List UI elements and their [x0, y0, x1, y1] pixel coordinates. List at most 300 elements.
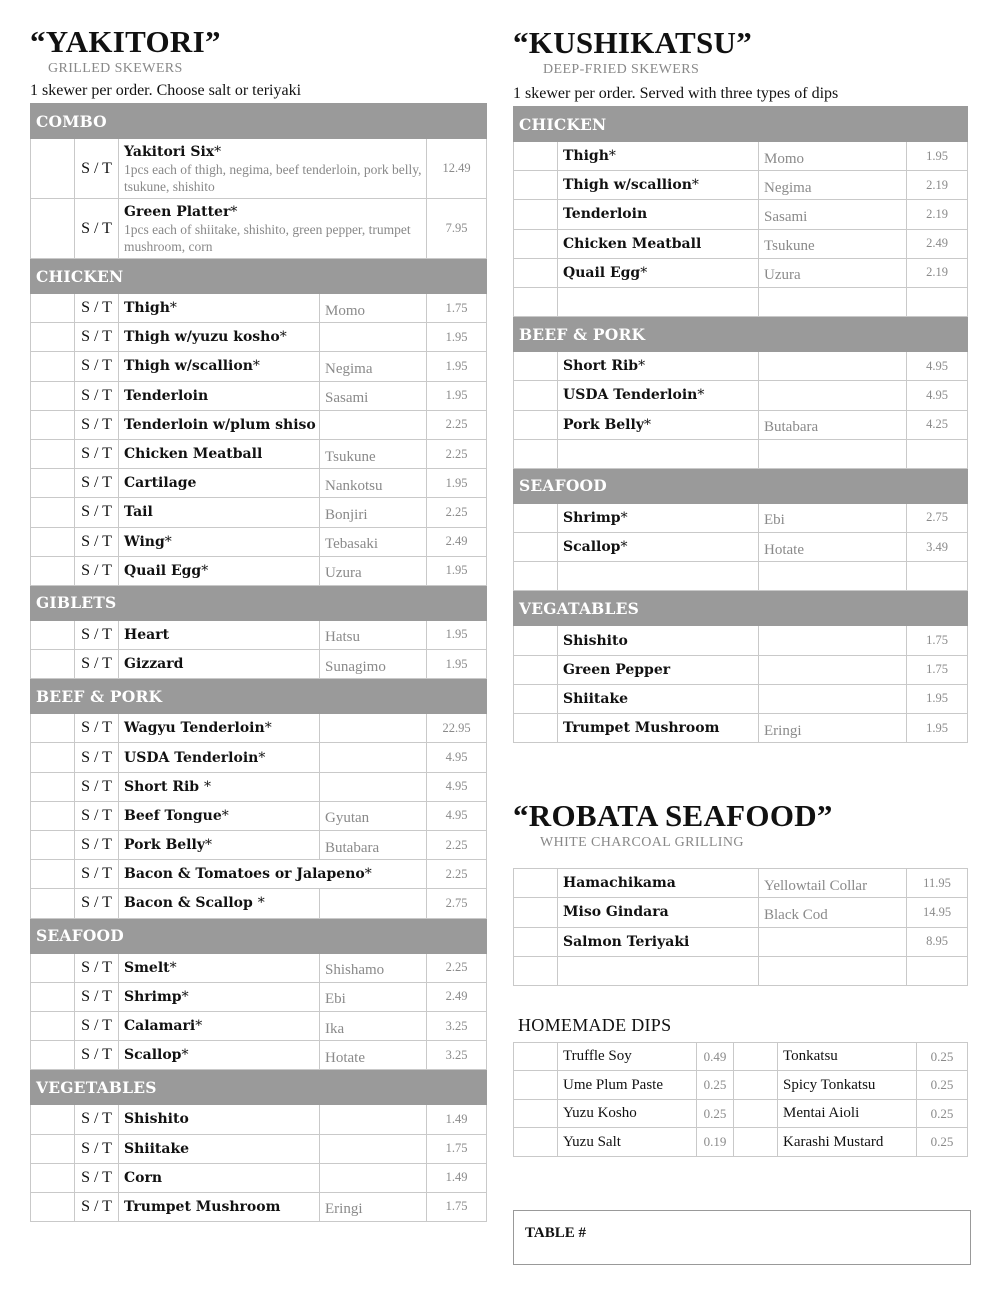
item-asterisk: *	[181, 1047, 189, 1064]
menu-item-row	[31, 498, 487, 527]
salt-teriyaki-choice: S / T	[75, 620, 119, 649]
dip-row	[514, 1099, 968, 1128]
menu-item-row	[31, 1041, 487, 1070]
order-qty-cell	[31, 469, 75, 498]
japanese-name: Tsukune	[320, 439, 427, 468]
item-name: Thigh	[563, 148, 609, 165]
order-qty-cell	[31, 620, 75, 649]
blank-cell	[514, 956, 558, 985]
item-asterisk: *	[203, 778, 211, 795]
item-price: 4.95	[907, 381, 968, 410]
japanese-name: Gyutan	[320, 801, 427, 830]
order-qty-cell	[514, 410, 558, 439]
menu-item-row	[31, 527, 487, 556]
item-name: Wagyu Tenderloin	[124, 720, 265, 737]
item-name-cell	[119, 498, 320, 527]
table-number-box[interactable]	[513, 1210, 971, 1265]
item-name-cell	[119, 650, 320, 679]
dip-name: Tonkatsu	[778, 1042, 917, 1071]
blank-cell	[558, 439, 759, 468]
item-name: Cartilage	[124, 475, 197, 492]
category-header	[31, 585, 487, 620]
kushikatsu-title: “KUSHIKATSU”	[513, 25, 753, 60]
kushikatsu-note: 1 skewer per order. Served with three types of dips	[513, 85, 839, 102]
item-name-cell	[119, 1011, 320, 1040]
item-name-cell	[119, 1163, 320, 1192]
japanese-name: Hotate	[759, 533, 907, 562]
item-name-cell	[119, 620, 320, 649]
order-qty-cell	[31, 1105, 75, 1134]
salt-teriyaki-choice: S / T	[75, 381, 119, 410]
menu-item-row	[31, 352, 487, 381]
menu-item-row	[31, 889, 487, 918]
item-name: Gizzard	[124, 656, 184, 673]
item-name: Trumpet Mushroom	[563, 720, 720, 737]
menu-item-row	[31, 650, 487, 679]
item-name-cell	[119, 714, 320, 743]
item-price: 8.95	[907, 927, 968, 956]
menu-item-row	[514, 503, 968, 532]
salt-teriyaki-choice: S / T	[75, 982, 119, 1011]
item-name: USDA Tenderloin	[563, 387, 698, 404]
item-price: 2.25	[427, 410, 487, 439]
category-header	[514, 107, 968, 142]
japanese-name: Negima	[320, 352, 427, 381]
order-qty-cell	[514, 684, 558, 713]
item-name-cell	[558, 533, 759, 562]
menu-item-row	[31, 714, 487, 743]
item-name: Thigh	[124, 300, 170, 317]
item-name: Calamari	[124, 1018, 196, 1035]
order-qty-cell	[31, 439, 75, 468]
blank-cell	[907, 287, 968, 316]
salt-teriyaki-choice: S / T	[75, 352, 119, 381]
item-asterisk: *	[620, 539, 628, 556]
order-qty-cell	[31, 650, 75, 679]
salt-teriyaki-choice: S / T	[75, 1011, 119, 1040]
item-name-cell	[558, 684, 759, 713]
item-name-cell	[558, 200, 759, 229]
kushikatsu-table	[513, 106, 968, 743]
item-name: Bacon & Tomatoes or Jalapeno	[124, 866, 365, 883]
dip-row	[514, 1071, 968, 1100]
item-price: 1.75	[907, 655, 968, 684]
item-asterisk: *	[195, 1018, 203, 1035]
japanese-name	[759, 381, 907, 410]
item-name: Corn	[124, 1169, 163, 1186]
item-name: Salmon Teriyaki	[558, 927, 759, 956]
item-price: 2.25	[427, 860, 487, 889]
item-asterisk: *	[691, 177, 699, 194]
item-asterisk: *	[279, 329, 287, 346]
dip-name: Truffle Soy	[558, 1042, 697, 1071]
item-price: 2.19	[907, 200, 968, 229]
category-label: BEEF & PORK	[514, 317, 968, 352]
japanese-name	[759, 626, 907, 655]
blank-row	[514, 956, 968, 985]
item-name-cell	[119, 1041, 320, 1070]
order-qty-cell	[31, 498, 75, 527]
item-asterisk: *	[221, 807, 229, 824]
item-price: 1.95	[427, 650, 487, 679]
order-qty-cell	[31, 1163, 75, 1192]
dip-price: 0.49	[697, 1042, 734, 1071]
order-qty-cell	[31, 982, 75, 1011]
menu-item-row	[514, 229, 968, 258]
order-qty-cell	[31, 323, 75, 352]
menu-item-row	[31, 982, 487, 1011]
salt-teriyaki-choice: S / T	[75, 1134, 119, 1163]
item-name: Tenderloin	[124, 387, 209, 404]
item-name: Thigh w/scallion	[563, 177, 692, 194]
item-name: Short Rib	[124, 778, 204, 795]
japanese-name	[320, 410, 427, 439]
item-price: 1.95	[907, 142, 968, 171]
menu-item-row	[514, 626, 968, 655]
robata-subtitle: WHITE CHARCOAL GRILLING	[540, 835, 744, 851]
menu-item-row	[514, 684, 968, 713]
order-qty-cell	[514, 898, 558, 927]
item-name-cell	[119, 381, 320, 410]
item-price: 1.75	[427, 1134, 487, 1163]
blank-cell	[514, 562, 558, 591]
item-price: 2.25	[427, 953, 487, 982]
salt-teriyaki-choice: S / T	[75, 889, 119, 918]
menu-item-row	[31, 1105, 487, 1134]
japanese-name: Tebasaki	[320, 527, 427, 556]
japanese-name: Momo	[320, 294, 427, 323]
salt-teriyaki-choice: S / T	[75, 323, 119, 352]
item-name: Short Rib	[563, 358, 639, 375]
order-qty-cell	[31, 294, 75, 323]
menu-item-row	[514, 200, 968, 229]
item-asterisk: *	[697, 387, 705, 404]
item-name-cell	[558, 714, 759, 743]
category-label: CHICKEN	[31, 259, 487, 294]
item-price: 4.95	[427, 772, 487, 801]
menu-item-row	[31, 860, 487, 889]
category-label: COMBO	[31, 104, 487, 139]
salt-teriyaki-choice: S / T	[75, 953, 119, 982]
combo-row	[31, 199, 487, 259]
order-qty-cell	[31, 1041, 75, 1070]
japanese-name: Hotate	[320, 1041, 427, 1070]
item-price: 4.95	[907, 352, 968, 381]
order-qty-cell	[31, 556, 75, 585]
item-price: 1.95	[907, 714, 968, 743]
japanese-name: Sasami	[320, 381, 427, 410]
dip-row	[514, 1042, 968, 1071]
order-qty-cell	[514, 142, 558, 171]
item-price: 14.95	[907, 898, 968, 927]
category-header	[31, 918, 487, 953]
category-label: GIBLETS	[31, 585, 487, 620]
item-name-cell	[119, 439, 320, 468]
dip-name: Ume Plum Paste	[558, 1071, 697, 1100]
item-price: 1.95	[427, 323, 487, 352]
category-header	[31, 259, 487, 294]
item-name-cell	[119, 323, 320, 352]
menu-item-row	[31, 1163, 487, 1192]
menu-item-row	[31, 410, 487, 439]
item-name-cell	[119, 352, 320, 381]
japanese-name	[320, 323, 427, 352]
menu-item-row	[31, 439, 487, 468]
yakitori-subtitle: GRILLED SKEWERS	[48, 61, 183, 76]
dip-price: 0.25	[697, 1071, 734, 1100]
item-name: Chicken Meatball	[563, 235, 702, 252]
item-name: Shishito	[563, 632, 628, 649]
table-number-label: TABLE #	[525, 1225, 586, 1241]
item-name: Pork Belly	[124, 837, 205, 854]
japanese-name: Negima	[759, 171, 907, 200]
item-name-cell	[119, 953, 320, 982]
item-asterisk: *	[181, 988, 189, 1005]
yakitori-title: “YAKITORI”	[30, 24, 221, 59]
item-name-cell	[119, 527, 320, 556]
order-qty-cell	[31, 199, 75, 259]
japanese-name: Eringi	[759, 714, 907, 743]
item-name-cell	[119, 889, 320, 918]
item-price: 1.95	[427, 469, 487, 498]
category-label: VEGETABLES	[31, 1070, 487, 1105]
blank-cell	[759, 956, 907, 985]
japanese-name: Uzura	[320, 556, 427, 585]
salt-teriyaki-choice: S / T	[75, 1192, 119, 1221]
salt-teriyaki-choice: S / T	[75, 410, 119, 439]
item-price: 12.49	[427, 139, 487, 199]
item-name: Hamachikama	[558, 869, 759, 898]
item-asterisk: *	[230, 203, 238, 220]
order-qty-cell	[514, 258, 558, 287]
order-qty-cell	[514, 1099, 558, 1128]
japanese-name: Ebi	[320, 982, 427, 1011]
item-name: Yakitori Six	[124, 143, 215, 160]
yakitori-note: 1 skewer per order. Choose salt or teriyaki	[30, 82, 302, 99]
item-name: Thigh w/scallion	[124, 358, 253, 375]
japanese-name: Sunagimo	[320, 650, 427, 679]
item-name: Shiitake	[563, 690, 629, 707]
category-header	[514, 468, 968, 503]
item-price: 2.25	[427, 831, 487, 860]
item-name: Tail	[124, 504, 153, 521]
item-price: 1.95	[427, 381, 487, 410]
order-qty-cell	[514, 1128, 558, 1157]
japanese-name: Butabara	[759, 410, 907, 439]
item-name: Scallop	[124, 1047, 182, 1064]
blank-cell	[558, 956, 759, 985]
blank-cell	[759, 562, 907, 591]
item-name: Shishito	[124, 1111, 189, 1128]
menu-item-row	[514, 258, 968, 287]
item-name: Shrimp	[563, 509, 621, 526]
item-name-cell	[558, 655, 759, 684]
menu-item-row	[31, 1192, 487, 1221]
item-name: Beef Tongue	[124, 807, 222, 824]
salt-teriyaki-choice: S / T	[75, 527, 119, 556]
dip-price: 0.25	[917, 1099, 968, 1128]
item-asterisk: *	[643, 416, 651, 433]
item-name: Tenderloin	[563, 206, 648, 223]
item-name-cell	[119, 469, 320, 498]
item-price: 1.95	[907, 684, 968, 713]
dip-name: Yuzu Kosho	[558, 1099, 697, 1128]
category-header	[31, 679, 487, 714]
salt-teriyaki-choice: S / T	[75, 714, 119, 743]
japanese-name: Shishamo	[320, 953, 427, 982]
dip-price: 0.19	[697, 1128, 734, 1157]
category-header	[31, 1070, 487, 1105]
menu-item-row	[514, 410, 968, 439]
item-name-cell	[558, 171, 759, 200]
blank-cell	[514, 439, 558, 468]
salt-teriyaki-choice: S / T	[75, 439, 119, 468]
item-name-cell	[119, 556, 320, 585]
item-name-cell	[119, 1105, 320, 1134]
item-price: 7.95	[427, 199, 487, 259]
item-price: 11.95	[907, 869, 968, 898]
order-qty-cell	[514, 1042, 558, 1071]
blank-cell	[558, 562, 759, 591]
item-price: 2.75	[907, 503, 968, 532]
dip-name: Spicy Tonkatsu	[778, 1071, 917, 1100]
kushikatsu-section	[513, 24, 967, 1157]
salt-teriyaki-choice: S / T	[75, 650, 119, 679]
item-price: 4.95	[427, 801, 487, 830]
item-name: Tenderloin w/plum shiso	[124, 416, 316, 433]
item-price: 3.25	[427, 1011, 487, 1040]
dips-section	[513, 1014, 967, 1157]
order-qty-cell	[31, 527, 75, 556]
combo-name-cell	[119, 139, 427, 199]
item-price: 2.49	[427, 527, 487, 556]
japanese-name	[759, 352, 907, 381]
order-qty-cell	[31, 801, 75, 830]
order-qty-cell	[514, 503, 558, 532]
menu-item-row	[514, 898, 968, 927]
blank-row	[514, 287, 968, 316]
item-asterisk: *	[638, 358, 646, 375]
item-name-cell	[558, 381, 759, 410]
item-name: Quail Egg	[563, 264, 641, 281]
item-price: 2.75	[427, 889, 487, 918]
item-name-cell	[119, 772, 320, 801]
item-price: 3.25	[427, 1041, 487, 1070]
dip-name: Mentai Aioli	[778, 1099, 917, 1128]
order-qty-cell	[514, 927, 558, 956]
kushikatsu-subtitle: DEEP-FRIED SKEWERS	[543, 62, 700, 77]
order-qty-cell	[31, 743, 75, 772]
order-qty-cell	[734, 1042, 778, 1071]
item-name-cell	[119, 1192, 320, 1221]
item-name: Green Pepper	[563, 661, 671, 678]
item-name: Shrimp	[124, 988, 182, 1005]
item-asterisk: *	[640, 264, 648, 281]
blank-cell	[558, 287, 759, 316]
item-price: 1.49	[427, 1163, 487, 1192]
order-qty-cell	[514, 533, 558, 562]
order-qty-cell	[31, 714, 75, 743]
item-name-cell	[558, 410, 759, 439]
japanese-name: Yellowtail Collar	[759, 869, 907, 898]
item-name: Shiitake	[124, 1140, 190, 1157]
item-name-cell	[558, 258, 759, 287]
salt-teriyaki-choice: S / T	[75, 772, 119, 801]
order-qty-cell	[31, 352, 75, 381]
yakitori-section	[30, 24, 486, 1222]
dip-price: 0.25	[917, 1071, 968, 1100]
item-asterisk: *	[608, 148, 616, 165]
salt-teriyaki-choice: S / T	[75, 1163, 119, 1192]
dip-price: 0.25	[917, 1042, 968, 1071]
japanese-name	[320, 1163, 427, 1192]
item-price: 2.25	[427, 498, 487, 527]
robata-section	[513, 798, 967, 986]
item-name-cell	[558, 503, 759, 532]
japanese-name: Tsukune	[759, 229, 907, 258]
order-qty-cell	[514, 229, 558, 258]
dip-name: Karashi Mustard	[778, 1128, 917, 1157]
salt-teriyaki-choice: S / T	[75, 860, 119, 889]
japanese-name: Ebi	[759, 503, 907, 532]
item-name-cell	[119, 982, 320, 1011]
order-qty-cell	[514, 381, 558, 410]
menu-item-row	[514, 142, 968, 171]
item-name: Smelt	[124, 959, 170, 976]
blank-cell	[907, 439, 968, 468]
item-price: 2.49	[427, 982, 487, 1011]
category-label: SEAFOOD	[514, 468, 968, 503]
japanese-name: Momo	[759, 142, 907, 171]
item-price: 3.49	[907, 533, 968, 562]
menu-item-row	[514, 714, 968, 743]
item-name: Quail Egg	[124, 562, 202, 579]
item-name-cell	[119, 1134, 320, 1163]
salt-teriyaki-choice: S / T	[75, 831, 119, 860]
japanese-name	[759, 927, 907, 956]
order-qty-cell	[514, 655, 558, 684]
menu-item-row	[31, 294, 487, 323]
item-price: 2.19	[907, 258, 968, 287]
dip-price: 0.25	[697, 1099, 734, 1128]
item-price: 1.75	[907, 626, 968, 655]
item-asterisk: *	[204, 837, 212, 854]
japanese-name: Hatsu	[320, 620, 427, 649]
item-asterisk: *	[201, 562, 209, 579]
order-qty-cell	[31, 139, 75, 199]
combo-description: 1pcs each of shiitake, shishito, green pepper, trumpet mushroom, corn	[124, 221, 411, 254]
salt-teriyaki-choice: S / T	[75, 801, 119, 830]
japanese-name	[759, 655, 907, 684]
item-name: Heart	[124, 626, 170, 643]
menu-item-row	[514, 927, 968, 956]
item-name-cell	[119, 410, 320, 439]
blank-cell	[907, 562, 968, 591]
salt-teriyaki-choice: S / T	[75, 556, 119, 585]
blank-row	[514, 439, 968, 468]
item-name-cell	[119, 831, 320, 860]
japanese-name: Nankotsu	[320, 469, 427, 498]
item-price: 1.95	[427, 352, 487, 381]
order-qty-cell	[31, 860, 75, 889]
item-price: 1.95	[427, 556, 487, 585]
item-name-cell	[558, 626, 759, 655]
item-asterisk: *	[252, 358, 260, 375]
menu-item-row	[31, 381, 487, 410]
menu-item-row	[31, 323, 487, 352]
blank-row	[514, 562, 968, 591]
category-label: BEEF & PORK	[31, 679, 487, 714]
